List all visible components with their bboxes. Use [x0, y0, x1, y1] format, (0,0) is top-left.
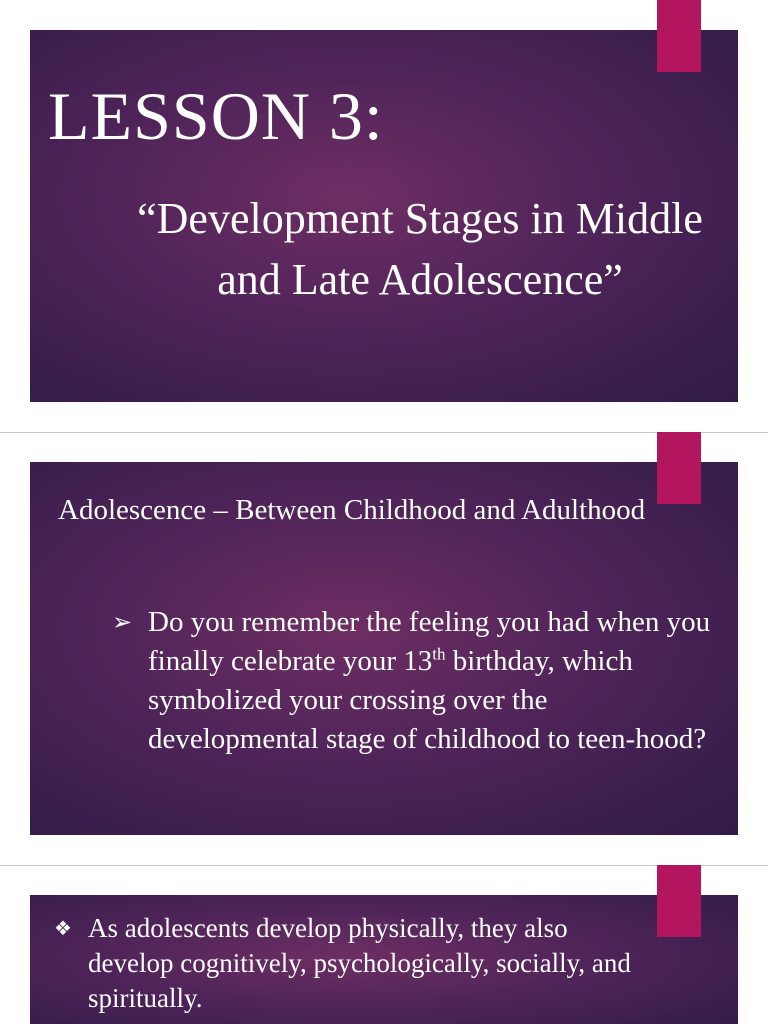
arrow-bullet-icon: ➢ — [112, 608, 133, 636]
slide-development — [30, 895, 738, 1024]
bullet-item — [112, 603, 712, 759]
slide-adolescence — [30, 462, 738, 835]
bullet-text-part-1: Do you remember the feeling you had when you finally celebrate your 13 — [148, 606, 711, 677]
diamond-bullet-icon: ❖ — [54, 916, 72, 940]
slide-heading: Adolescence – Between Childhood and Adulthood — [58, 494, 646, 526]
slide-divider — [0, 432, 768, 433]
bullet-item — [54, 911, 654, 1016]
ordinal-suffix: th — [432, 644, 446, 664]
accent-tab — [657, 0, 701, 72]
slide-title — [30, 30, 738, 402]
lesson-title: LESSON 3: — [48, 78, 384, 154]
accent-tab — [657, 865, 701, 937]
bullet-text: As adolescents develop physically, they also develop cognitively, psychologically, socially, and spiritually. — [88, 913, 631, 1013]
bullet-text-part-2: birthday, which symbolized your crossing over the developmental stage of childhood to teen-hood? — [148, 645, 707, 755]
accent-tab — [657, 432, 701, 504]
bullet-text — [148, 603, 712, 759]
lesson-subtitle: “Development Stages in Middle and Late Adolescence” — [137, 194, 703, 304]
slide-divider — [0, 865, 768, 866]
